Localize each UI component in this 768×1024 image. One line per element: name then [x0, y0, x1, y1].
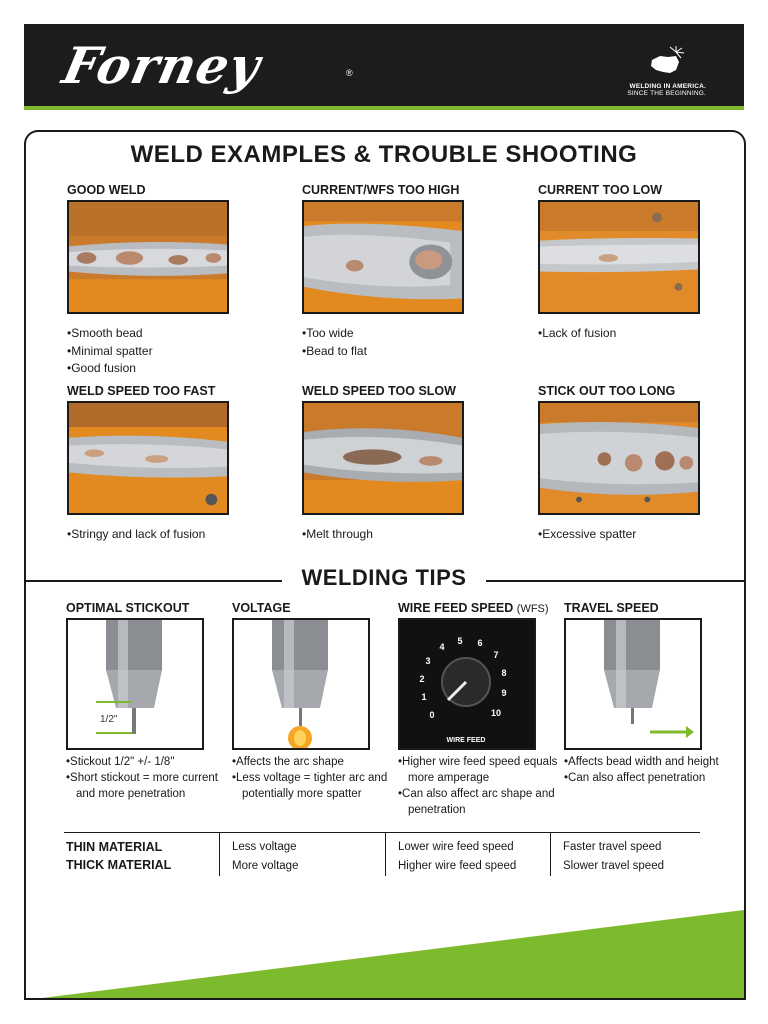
weld-example-speed-fast: [67, 384, 267, 544]
material-travel-speed-column: [551, 838, 664, 876]
welding-in-america-badge: [616, 46, 706, 97]
welding-nozzle-travel-icon: [566, 620, 700, 748]
weld-example-title: WELD SPEED TOO FAST: [67, 384, 216, 398]
weld-example-speed-slow: [302, 384, 502, 544]
bullet: • Minimal spatter: [67, 343, 267, 361]
material-voltage-column: [220, 838, 298, 876]
welding-nozzle-arc-icon: [234, 620, 368, 748]
tip-voltage: [232, 601, 392, 802]
weld-photo-current-low: [538, 200, 700, 314]
weld-example-bullets: [538, 526, 738, 544]
bullet: • Stickout 1/2" +/- 1/8": [66, 754, 226, 770]
tip-title: [232, 601, 392, 618]
dial-tick-label: 10: [490, 708, 502, 718]
welding-nozzle-icon: [68, 620, 202, 748]
bullet: • Good fusion: [67, 360, 267, 378]
badge-tagline-2: SINCE THE BEGINNING.: [627, 90, 706, 97]
stickout-illustration: [66, 618, 204, 750]
dial-tick-label: 6: [477, 638, 483, 648]
weld-example-current-high: [302, 183, 502, 360]
thin-value: Lower wire feed speed: [398, 841, 514, 853]
weld-example-current-low: [538, 183, 738, 343]
thick-material-label: THICK MATERIAL: [66, 858, 172, 872]
dial-tick-label: 0: [429, 710, 435, 720]
bullet: • Lack of fusion: [538, 325, 738, 343]
material-wire-feed-column: [386, 838, 516, 876]
dial-tick-label: 2: [419, 674, 425, 684]
weld-example-stickout-long: [538, 384, 738, 544]
tip-bullets: [398, 754, 558, 818]
weld-example-title: CURRENT TOO LOW: [538, 183, 663, 197]
dial-tick-label: 5: [457, 636, 463, 646]
bottom-border: [24, 998, 746, 1000]
bullet: • Too wide: [302, 325, 502, 343]
tip-bullets: [564, 754, 724, 786]
stickout-measure-label: 1/2": [100, 714, 118, 725]
voltage-illustration: [232, 618, 370, 750]
bullet: • Short stickout = more current and more penetration: [66, 770, 226, 802]
dial-tick-label: 3: [425, 656, 431, 666]
weld-photo-stickout-long: [538, 401, 700, 515]
thin-value: Faster travel speed: [563, 841, 662, 853]
tip-title: [564, 601, 724, 618]
thin-material-label: THIN MATERIAL: [66, 840, 163, 854]
weld-examples-title: WELD EXAMPLES & TROUBLE SHOOTING: [130, 141, 638, 168]
thick-value: Higher wire feed speed: [398, 860, 517, 872]
tip-optimal-stickout: [66, 601, 226, 802]
weld-example-title: WELD SPEED TOO SLOW: [302, 384, 456, 398]
dial-tick-label: 8: [501, 668, 507, 678]
dial-tick-label: 1: [421, 692, 427, 702]
bullet: • Melt through: [302, 526, 502, 544]
weld-example-good: [67, 183, 267, 378]
header-green-stripe: [24, 106, 744, 110]
travel-speed-illustration: [564, 618, 702, 750]
bullet: • Smooth bead: [67, 325, 267, 343]
thick-value: Slower travel speed: [563, 860, 664, 872]
usa-spark-icon: [646, 46, 686, 80]
forney-logo: Forney: [57, 36, 266, 95]
tip-title-suffix: (WFS): [516, 603, 549, 615]
tip-bullets: [66, 754, 226, 802]
weld-photo-speed-fast: [67, 401, 229, 515]
tip-title: [398, 601, 558, 618]
thin-value: Less voltage: [232, 841, 297, 853]
dial-label: WIRE FEED: [446, 737, 486, 744]
weld-photo-good: [67, 200, 229, 314]
bullet: • Bead to flat: [302, 343, 502, 361]
weld-example-bullets: [302, 325, 502, 360]
tip-title-text: OPTIMAL STICKOUT: [66, 601, 190, 615]
tip-title-text: WIRE FEED SPEED: [398, 601, 514, 615]
tip-travel-speed: [564, 601, 724, 786]
bullet: • Stringy and lack of fusion: [67, 526, 267, 544]
tip-title-text: TRAVEL SPEED: [564, 601, 659, 615]
tip-wire-feed-speed: [398, 601, 558, 818]
tip-bullets: [232, 754, 392, 802]
dial-tick-label: 9: [501, 688, 507, 698]
bullet: • Can also affect arc shape and penetration: [398, 786, 558, 818]
bullet: • Affects the arc shape: [232, 754, 392, 770]
green-corner-wedge: [26, 910, 744, 1000]
badge-tagline-1: WELDING IN AMERICA.: [629, 83, 706, 90]
weld-example-title: STICK OUT TOO LONG: [538, 384, 676, 398]
wire-feed-dial-icon: [400, 620, 534, 748]
bullet: • Less voltage = tighter arc and potentially more spatter: [232, 770, 392, 802]
weld-example-bullets: [67, 325, 267, 378]
weld-example-bullets: [302, 526, 502, 544]
weld-example-title: CURRENT/WFS TOO HIGH: [302, 183, 460, 197]
wire-feed-dial-illustration: [398, 618, 536, 750]
bullet: • Affects bead width and height: [564, 754, 724, 770]
dial-tick-label: 7: [493, 650, 499, 660]
bullet: • Excessive spatter: [538, 526, 738, 544]
header-bar: [24, 24, 744, 106]
welding-tips-title: WELDING TIPS: [301, 565, 467, 590]
weld-photo-current-high: [302, 200, 464, 314]
tip-title: [66, 601, 226, 618]
weld-example-title: GOOD WELD: [67, 183, 146, 197]
registered-mark: ®: [346, 68, 353, 78]
bullet: • Can also affect penetration: [564, 770, 724, 786]
weld-example-bullets: [67, 526, 267, 544]
thick-value: More voltage: [232, 860, 299, 872]
dial-tick-label: 4: [439, 642, 445, 652]
material-table-rule: [64, 832, 700, 833]
tip-title-text: VOLTAGE: [232, 601, 291, 615]
weld-photo-speed-slow: [302, 401, 464, 515]
bullet: • Higher wire feed speed equals more amperage: [398, 754, 558, 786]
weld-example-bullets: [538, 325, 738, 343]
